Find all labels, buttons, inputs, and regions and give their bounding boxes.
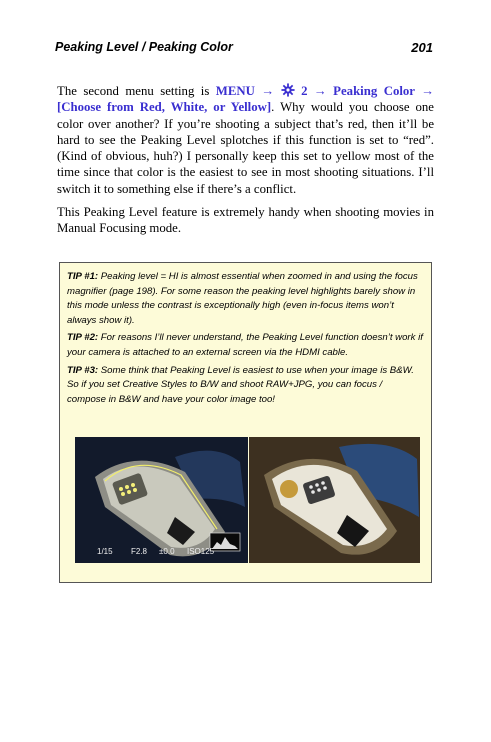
peaking-level-screen-photo bbox=[75, 437, 248, 563]
page-number: 201 bbox=[411, 40, 433, 55]
tip-2 bbox=[67, 331, 423, 360]
paragraph-text: The second menu setting is bbox=[57, 84, 216, 98]
paragraph-manual-focus: This Peaking Level feature is extremely handy when shooting movies in Manual Focusing mode. bbox=[57, 205, 434, 236]
aperture: F2.8 bbox=[131, 547, 148, 556]
menu-path-start: MENU → bbox=[215, 84, 281, 98]
tip-3-text: Some think that Peaking Level is easiest to use when your image is B&W. So if you set Creative Styles to B/W and shoot RAW+JPG, you can focus / compose in B&W and have your color image too! bbox=[67, 364, 414, 405]
tip-2-label: TIP #2: bbox=[67, 332, 99, 344]
paragraph-text-cont: . Why would you choose one color over another? If you’re shooting a subject that’s red, then it’ll be hard to see the Peaking Level splotches if this function is set to “red”. (Kind of obvious, huh?) I personally keep this set to yellow most of the time since that color is the easiest to see in most shooting situations. I’ll switch it to something else if there’s a conflict. bbox=[57, 100, 434, 196]
tips-list bbox=[67, 270, 423, 410]
gear-icon bbox=[281, 83, 295, 97]
tip-1-text: Peaking level = HI is almost essential when zoomed in and using the focus magnifier (page 198). For some reason the peaking level highlights barely show in this mode unless the contrast is exceptionally high (even in-focus items won’t always show it). bbox=[67, 271, 418, 326]
iso: ISO125 bbox=[187, 547, 215, 556]
tip-box bbox=[59, 262, 432, 583]
menu-path-end: 2 → Peaking Color → [Choose from Red, White, or Yellow] bbox=[57, 84, 434, 115]
shutter-speed: 1/15 bbox=[97, 547, 113, 556]
tip-3-label: TIP #3: bbox=[67, 364, 99, 376]
body-text bbox=[57, 83, 434, 244]
tip-1 bbox=[67, 270, 423, 328]
exposure-comp: ±0.0 bbox=[159, 547, 175, 556]
tip-1-label: TIP #1: bbox=[67, 271, 99, 282]
tip-2-text: For reasons I’ll never understand, the Peaking Level function doesn’t work if your camera is attached to an external screen via the HDMI cable. bbox=[67, 332, 423, 358]
color-shoe-photo bbox=[249, 437, 420, 563]
tip-3 bbox=[67, 364, 423, 408]
paragraph-peaking-color bbox=[57, 83, 434, 197]
running-header bbox=[55, 38, 433, 58]
exif-readout bbox=[75, 547, 248, 559]
page-header-title: Peaking Level / Peaking Color bbox=[55, 40, 233, 54]
